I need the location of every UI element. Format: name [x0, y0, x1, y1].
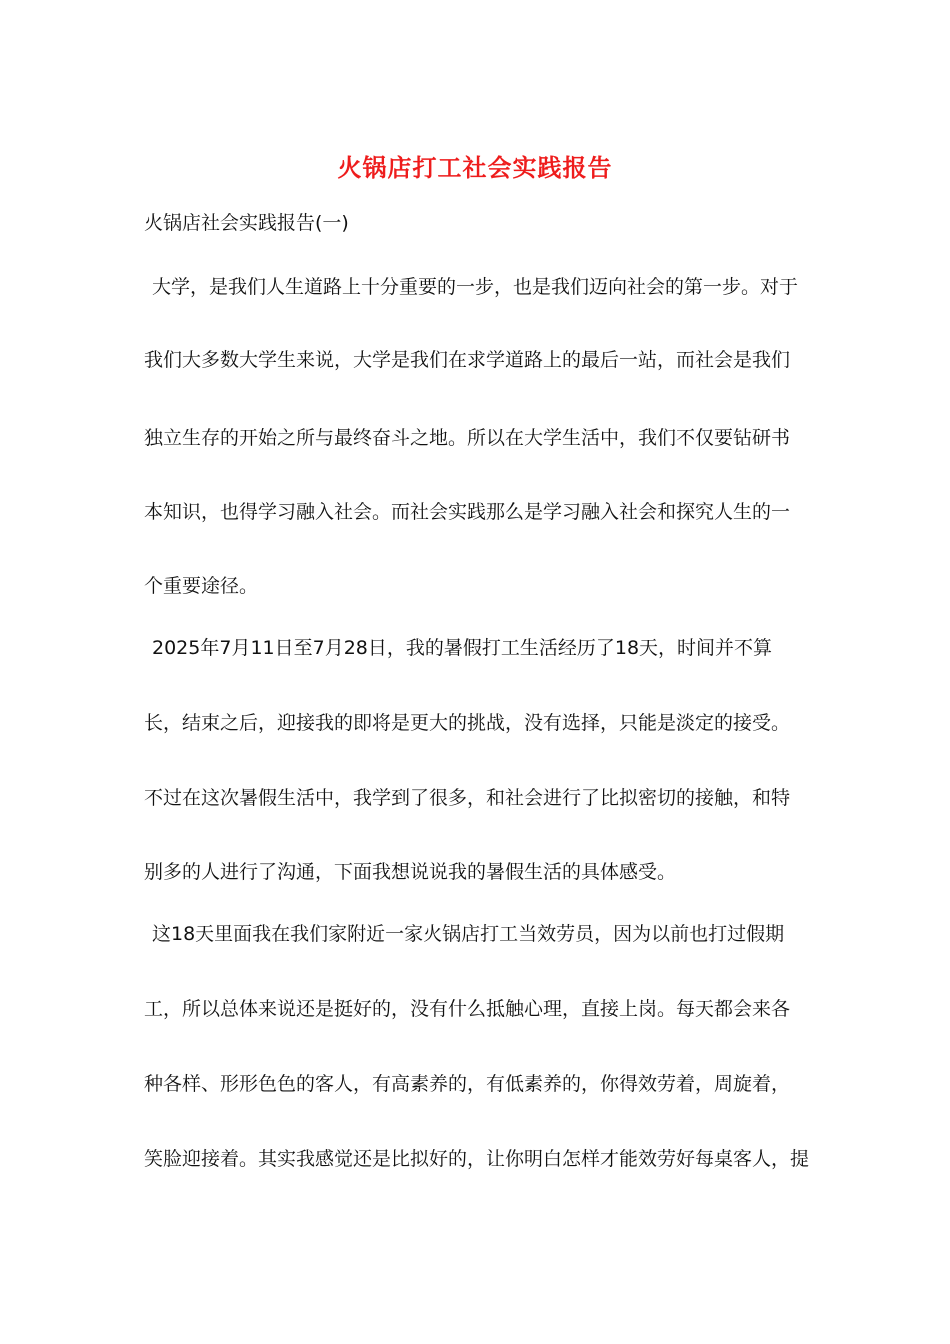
paragraph-line: 我们大多数大学生来说，大学是我们在求学道路上的最后一站，而社会是我们: [144, 349, 791, 371]
paragraph-line: 工，所以总体来说还是挺好的，没有什么抵触心理，直接上岗。每天都会来各: [144, 998, 791, 1020]
paragraph-line: 本知识，也得学习融入社会。而社会实践那么是学习融入社会和探究人生的一: [144, 501, 791, 523]
paragraph-line: 种各样、形形色色的客人，有高素养的，有低素养的，你得效劳着，周旋着，: [144, 1073, 791, 1095]
paragraph-line: 2025年7月11日至7月28日，我的暑假打工生活经历了18天，时间并不算: [152, 637, 773, 659]
section-heading: 火锅店社会实践报告(一): [144, 212, 349, 234]
paragraph-line: 大学，是我们人生道路上十分重要的一步，也是我们迈向社会的第一步。对于: [152, 276, 799, 298]
paragraph-line: 笑脸迎接着。其实我感觉还是比拟好的，让你明白怎样才能效劳好每桌客人，提: [144, 1148, 810, 1170]
paragraph-line: 独立生存的开始之所与最终奋斗之地。所以在大学生活中，我们不仅要钻研书: [144, 427, 791, 449]
paragraph-line: 长，结束之后，迎接我的即将是更大的挑战，没有选择，只能是淡定的接受。: [144, 712, 791, 734]
document-title: 火锅店打工社会实践报告: [337, 153, 613, 182]
paragraph-line: 这18天里面我在我们家附近一家火锅店打工当效劳员，因为以前也打过假期: [152, 923, 785, 945]
paragraph-line: 别多的人进行了沟通，下面我想说说我的暑假生活的具体感受。: [144, 861, 677, 883]
paragraph-line: 不过在这次暑假生活中，我学到了很多，和社会进行了比拟密切的接触，和特: [144, 787, 791, 809]
paragraph-line: 个重要途径。: [144, 575, 259, 597]
